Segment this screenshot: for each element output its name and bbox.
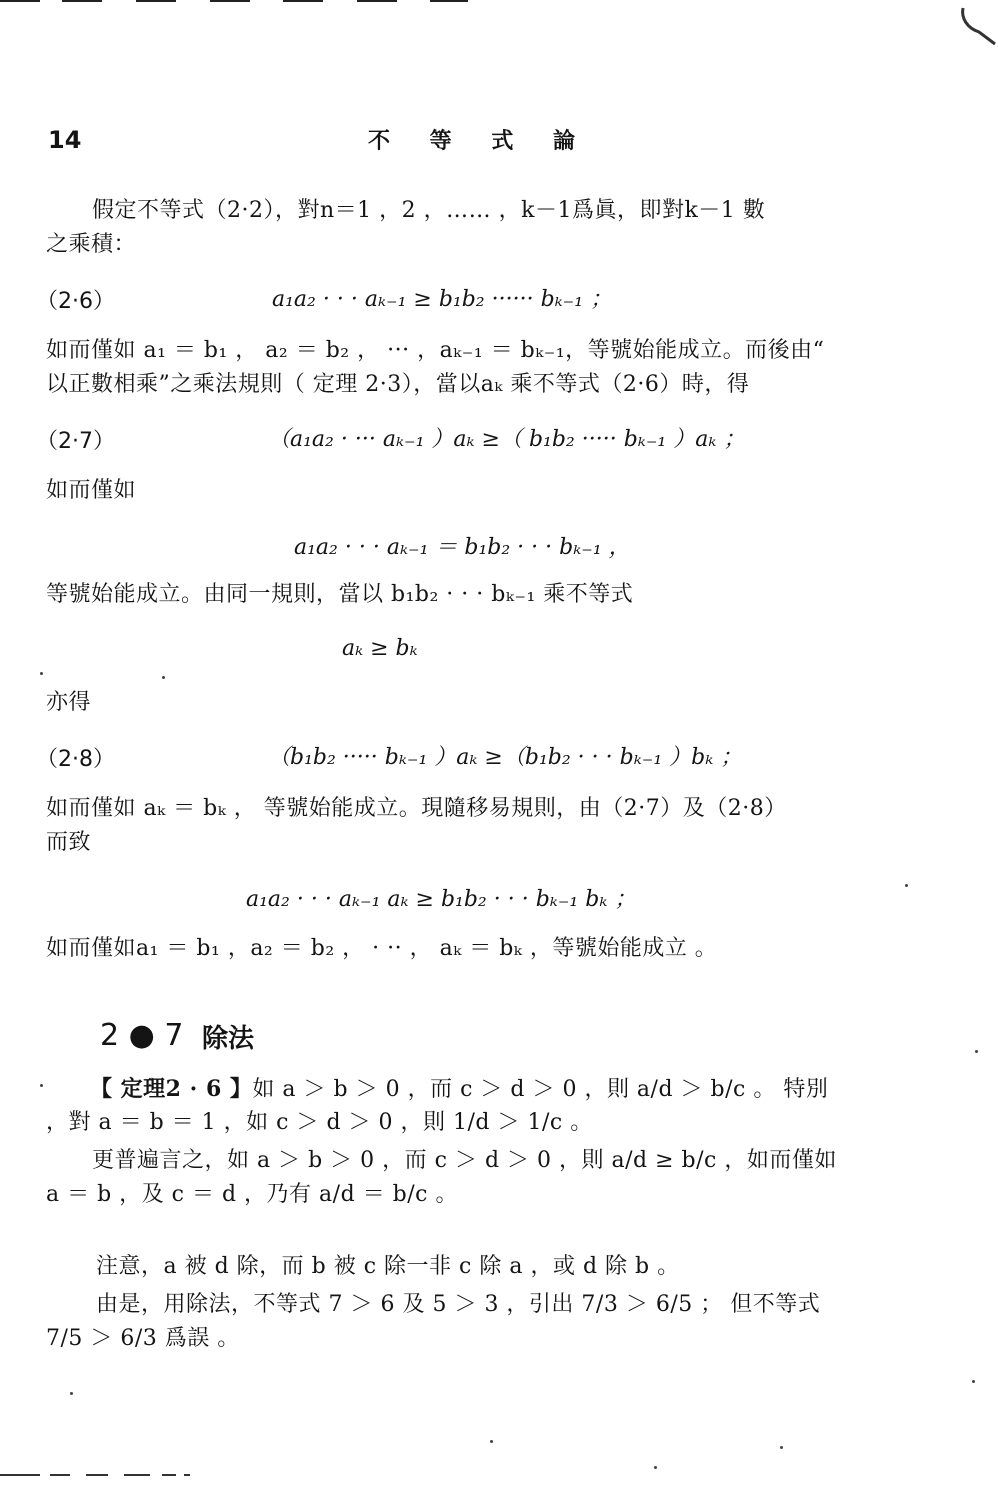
scan-rule bbox=[62, 0, 102, 2]
scan-rule bbox=[136, 0, 176, 2]
equation-label: （2·7） bbox=[36, 429, 115, 454]
equation: （b₁b₂ ····· bₖ₋₁ ）aₖ ≥（b₁b₂ · · · bₖ₋₁ ）bₖ ； bbox=[268, 745, 743, 770]
paragraph-line: 亦得 bbox=[46, 690, 92, 715]
page-number: 14 bbox=[48, 126, 82, 154]
paragraph-line: 假定不等式（2·2），對n＝1 ，2 ，…… ，k－1爲眞，即對k－1 數 bbox=[92, 198, 766, 223]
equation: （a₁a₂ · ··· aₖ₋₁ ）aₖ ≥（ b₁b₂ ····· bₖ₋₁ ）aₖ ； bbox=[268, 427, 746, 452]
paragraph-line: 以正數相乘”之乘法規則（ 定理 2·3），當以aₖ 乘不等式（2·6）時，得 bbox=[46, 372, 750, 397]
scan-speck bbox=[162, 676, 165, 679]
scan-speck bbox=[40, 1084, 43, 1087]
scan-smudge bbox=[955, 4, 998, 49]
paragraph-line: 如而僅如 bbox=[46, 478, 137, 503]
equation: aₖ ≥ bₖ bbox=[342, 636, 418, 661]
scan-speck bbox=[905, 884, 908, 887]
scan-speck bbox=[975, 1050, 978, 1053]
paragraph-line: 之乘積： bbox=[46, 232, 137, 257]
scan-speck bbox=[40, 672, 43, 675]
theorem-line: a ＝ b ，及 c ＝ d ，乃有 a/d ＝ b/c 。 bbox=[46, 1182, 458, 1207]
note-line: 由是，用除法，不等式 7 ＞ 6 及 5 ＞ 3 ，引出 7/3 ＞ 6/5 ； 但不等式 bbox=[96, 1292, 821, 1317]
scan-rule bbox=[210, 0, 250, 2]
scan-speck bbox=[780, 1446, 783, 1449]
equation-label: （2·6） bbox=[36, 289, 115, 314]
section-number: 2 ● 7 bbox=[100, 1018, 184, 1053]
scan-speck bbox=[70, 1392, 73, 1395]
equation: a₁a₂ · · · aₖ₋₁ ≥ b₁b₂ ······ bₖ₋₁ ； bbox=[272, 287, 613, 312]
paragraph-line: 如而僅如 aₖ ＝ bₖ ， 等號始能成立。現隨移易規則，由（2·7）及（2·8） bbox=[46, 796, 787, 821]
scan-speck bbox=[654, 1466, 657, 1469]
theorem-text: 如 a ＞ b ＞ 0 ，而 c ＞ d ＞ 0 ，則 a/d ＞ b/c 。 特別 bbox=[252, 1077, 829, 1102]
scan-rule bbox=[357, 0, 397, 2]
theorem-label: 【 定理2 · 6 】 bbox=[90, 1076, 253, 1102]
paragraph-line: 如而僅如a₁ ＝ b₁ ，a₂ ＝ b₂ ， · ·· ， aₖ ＝ bₖ ，等號始能成立 。 bbox=[46, 936, 718, 961]
equation: a₁a₂ · · · aₖ₋₁ aₖ ≥ b₁b₂ · · · bₖ₋₁ bₖ ； bbox=[246, 887, 637, 912]
theorem-line bbox=[90, 1074, 828, 1105]
note-line: 注意，a 被 d 除，而 b 被 c 除一非 c 除 a ，或 d 除 b 。 bbox=[96, 1254, 680, 1279]
note-line: 7/5 ＞ 6/3 爲誤 。 bbox=[46, 1326, 240, 1351]
scan-rule bbox=[0, 0, 40, 2]
scan-speck bbox=[490, 1440, 493, 1443]
running-title: 不 等 式 論 bbox=[368, 129, 591, 154]
paragraph-line: 如而僅如 a₁ ＝ b₁ ， a₂ ＝ b₂ ， ··· ，aₖ₋₁ ＝ bₖ₋₁，等號始能成立。而後由“ bbox=[46, 338, 825, 363]
scan-rule bbox=[430, 0, 468, 2]
theorem-line: 更普遍言之，如 a ＞ b ＞ 0 ，而 c ＞ d ＞ 0 ，則 a/d ≥ b/c ，如而僅如 bbox=[92, 1148, 837, 1173]
equation: a₁a₂ · · · aₖ₋₁ ＝ b₁b₂ · · · bₖ₋₁ ， bbox=[294, 535, 631, 560]
theorem-line: ，對 a ＝ b ＝ 1 ，如 c ＞ d ＞ 0 ，則 1/d ＞ 1/c 。 bbox=[46, 1110, 593, 1135]
scan-bottom-dashes bbox=[0, 1470, 200, 1480]
paragraph-line: 而致 bbox=[46, 830, 92, 855]
section-title: 除法 bbox=[202, 1024, 255, 1054]
equation-label: （2·8） bbox=[36, 747, 115, 772]
paragraph-line: 等號始能成立。由同一規則，當以 b₁b₂ · · · bₖ₋₁ 乘不等式 bbox=[46, 582, 634, 607]
scan-rule bbox=[283, 0, 323, 2]
scan-speck bbox=[972, 1380, 975, 1383]
